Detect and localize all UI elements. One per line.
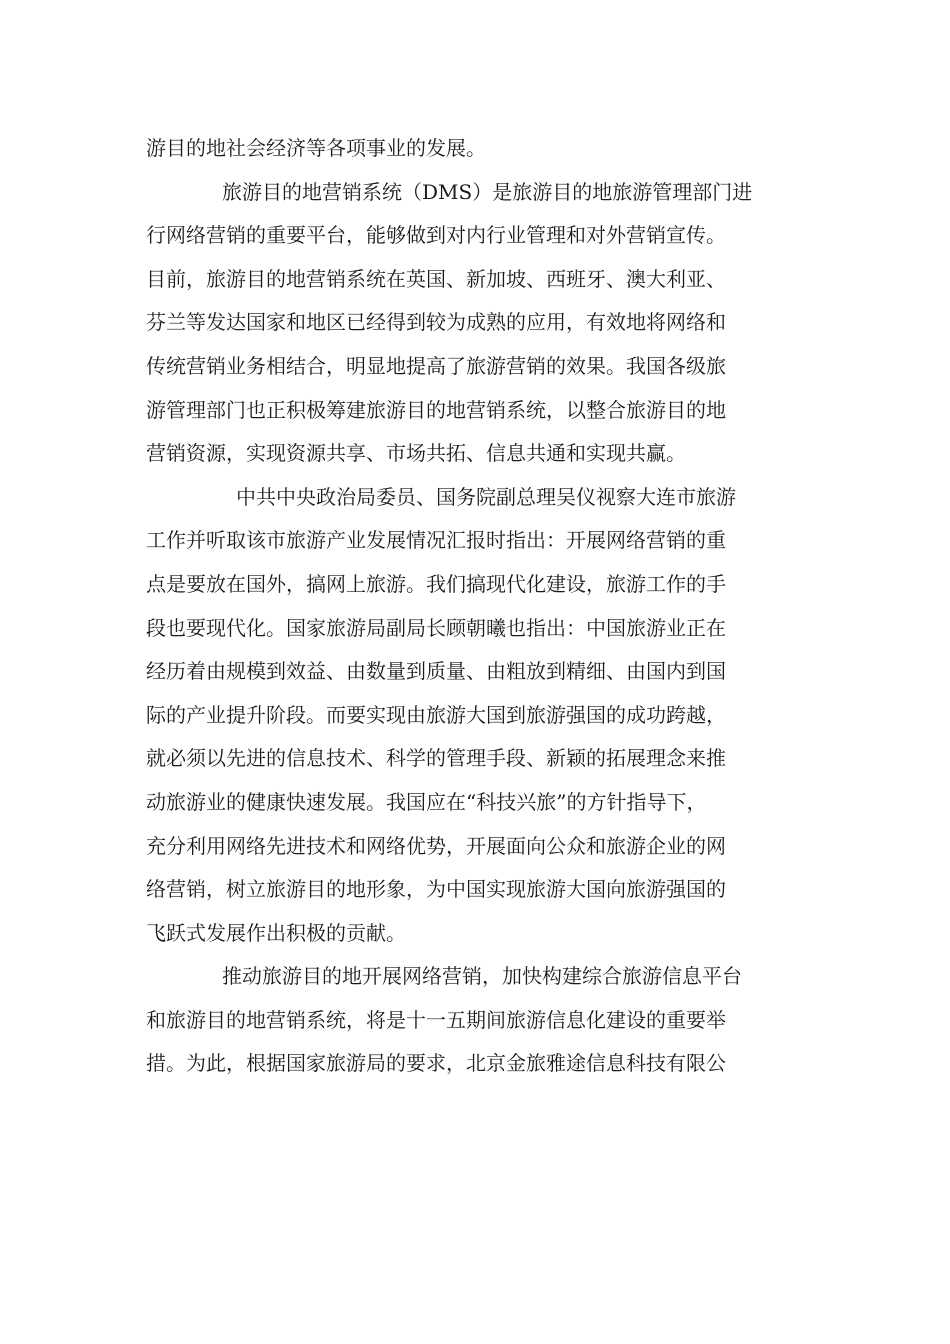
text-line: 际的产业提升阶段。而要实现由旅游大国到旅游强国的成功跨越，: [146, 702, 726, 727]
paragraph-first-line: 中共中央政治局委员、国务院副总理吴仪视察大连市旅游: [236, 484, 736, 509]
document-body: [146, 127, 811, 1086]
text-line: 经历着由规模到效益、由数量到质量、由粗放到精细、由国内到国: [146, 659, 726, 684]
text-line: 充分利用网络先进技术和网络优势，开展面向公众和旅游企业的网: [146, 833, 726, 858]
text-line: 工作并听取该市旅游产业发展情况汇报时指出：开展网络营销的重: [146, 528, 726, 553]
paragraph-first-line: 推动旅游目的地开展网络营销，加快构建综合旅游信息平台: [222, 964, 742, 989]
text-line: 飞跃式发展作出积极的贡献。: [146, 920, 406, 945]
text-line: 点是要放在国外，搞网上旅游。我们搞现代化建设，旅游工作的手: [146, 571, 726, 596]
paragraph-first-line: 旅游目的地营销系统（DMS）是旅游目的地旅游管理部门进: [222, 179, 753, 204]
text-line: 传统营销业务相结合，明显地提高了旅游营销的效果。我国各级旅: [146, 353, 726, 378]
text-line: 营销资源，实现资源共享、市场共拓、信息共通和实现共赢。: [146, 441, 686, 466]
text-line: 措。为此，根据国家旅游局的要求，北京金旅雅途信息科技有限公: [146, 1051, 726, 1076]
text-line: 游目的地社会经济等各项事业的发展。: [146, 136, 486, 160]
text-line: 络营销，树立旅游目的地形象，为中国实现旅游大国向旅游强国的: [146, 877, 726, 902]
text-line: 动旅游业的健康快速发展。我国应在“科技兴旅”的方针指导下，: [146, 789, 707, 814]
text-line: 行网络营销的重要平台，能够做到对内行业管理和对外营销宣传。: [146, 223, 726, 248]
text-line: 目前，旅游目的地营销系统在英国、新加坡、西班牙、澳大利亚、: [146, 266, 726, 291]
text-line: 和旅游目的地营销系统，将是十一五期间旅游信息化建设的重要举: [146, 1007, 726, 1032]
text-line: 段也要现代化。国家旅游局副局长顾朝曦也指出：中国旅游业正在: [146, 615, 726, 640]
text-line: 芬兰等发达国家和地区已经得到较为成熟的应用，有效地将网络和: [146, 310, 726, 335]
text-line: 游管理部门也正积极筹建旅游目的地营销系统，以整合旅游目的地: [146, 397, 726, 422]
text-line: 就必须以先进的信息技术、科学的管理手段、新颖的拓展理念来推: [146, 746, 726, 771]
